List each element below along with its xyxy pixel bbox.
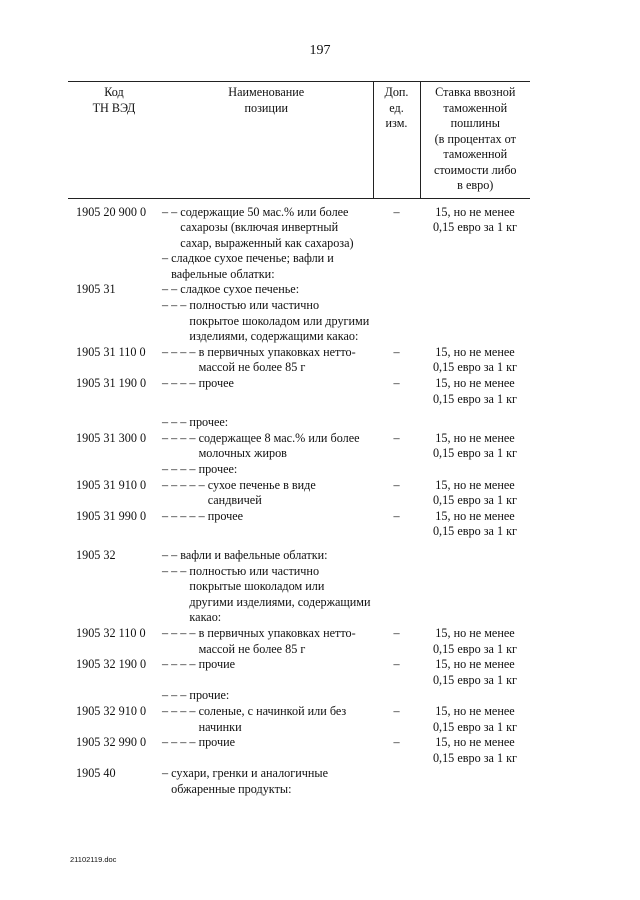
table-row	[68, 766, 530, 797]
cell-code	[68, 462, 160, 478]
indent-dashes: – –	[162, 282, 181, 297]
cell-rate: 15, но не менее 0,15 евро за 1 кг	[432, 657, 518, 687]
cell-rate	[420, 415, 530, 431]
position-name: соленые, с начинкой или без начинки	[198, 703, 347, 734]
table-row	[68, 509, 530, 540]
cell-unit	[373, 282, 420, 298]
table-row	[68, 345, 530, 376]
position-name: содержащее 8 мас.% или более молочных жиров	[198, 430, 360, 461]
cell-rate	[420, 564, 530, 626]
position-name: прочее:	[198, 462, 238, 476]
cell-code	[68, 564, 160, 626]
indent-dashes: – – – –	[162, 462, 199, 476]
cell-unit: –	[393, 508, 400, 523]
header-rate: Ставка ввозной таможенной пошлины (в процентах от таможенной стоимости либо в евро)	[420, 82, 530, 199]
cell-name	[160, 345, 373, 376]
cell-code: 1905 32 190 0	[76, 657, 147, 672]
cell-name	[160, 376, 373, 407]
cell-code: 1905 31 300 0	[76, 430, 147, 445]
cell-rate	[420, 462, 530, 478]
position-name: полностью или частично покрытое шоколадом или другими изделиями, содержащими какао:	[189, 298, 370, 344]
cell-name	[160, 704, 373, 735]
indent-dashes: – – – –	[162, 344, 199, 359]
spacer-cell	[68, 540, 530, 548]
cell-rate: 15, но не менее 0,15 евро за 1 кг	[432, 508, 518, 539]
position-name: прочее	[207, 508, 244, 523]
cell-code: 1905 31	[76, 282, 116, 297]
cell-rate: 15, но не менее 0,15 евро за 1 кг	[432, 703, 518, 734]
cell-rate: 15, но не менее 0,15 евро за 1 кг	[432, 344, 518, 375]
cell-rate: 15, но не менее 0,15 евро за 1 кг	[432, 376, 518, 406]
position-name: сладкое сухое печенье:	[180, 282, 300, 297]
cell-name	[160, 688, 373, 704]
indent-dashes: – – – – –	[162, 508, 208, 523]
cell-unit	[373, 688, 420, 704]
cell-name	[160, 282, 373, 298]
cell-name	[160, 415, 373, 431]
cell-unit	[373, 298, 420, 345]
cell-name	[160, 462, 373, 478]
cell-rate	[420, 298, 530, 345]
indent-dashes: – – – –	[162, 703, 199, 718]
cell-code	[68, 688, 160, 704]
indent-dashes: – – – –	[162, 625, 199, 640]
cell-name	[160, 626, 373, 657]
cell-unit: –	[393, 344, 400, 359]
cell-unit	[373, 766, 420, 797]
cell-code: 1905 20 900 0	[76, 204, 147, 219]
table-row	[68, 564, 530, 626]
cell-unit: –	[393, 430, 400, 445]
cell-code: 1905 32 990 0	[76, 735, 147, 750]
cell-name	[160, 735, 373, 766]
indent-dashes: – – –	[162, 563, 190, 578]
cell-rate	[420, 548, 530, 564]
cell-rate: 15, но не менее 0,15 евро за 1 кг	[432, 477, 518, 508]
page-number: 197	[309, 43, 331, 58]
cell-code: 1905 32	[76, 547, 116, 562]
cell-unit	[373, 564, 420, 626]
cell-code: 1905 31 990 0	[76, 508, 147, 523]
indent-dashes: –	[162, 766, 172, 781]
cell-name	[160, 198, 373, 251]
cell-code: 1905 32 110 0	[76, 625, 146, 640]
position-name: прочие	[198, 735, 236, 750]
row-spacer	[68, 407, 530, 415]
cell-unit: –	[393, 735, 400, 750]
indent-dashes: – – –	[162, 688, 190, 703]
position-name: сладкое сухое печенье; вафли и вафельные облатки:	[171, 251, 334, 281]
cell-code: 1905 31 110 0	[76, 344, 146, 359]
position-name: сухари, гренки и аналогичные обжаренные продукты:	[171, 766, 329, 796]
table-row	[68, 376, 530, 407]
cell-unit: –	[393, 625, 400, 640]
position-name: сухое печенье в виде сандвичей	[207, 477, 316, 508]
table-row	[68, 462, 530, 478]
indent-dashes: – – – –	[162, 657, 199, 672]
cell-code: 1905 40	[76, 766, 116, 781]
indent-dashes: – – – –	[162, 735, 199, 750]
cell-code	[68, 298, 160, 345]
cell-code: 1905 31 910 0	[76, 477, 147, 492]
cell-unit	[373, 415, 420, 431]
position-name: содержащие 50 мас.% или более сахарозы (включая инвертный сахар, выраженный как сахароза)	[180, 204, 354, 250]
table-row	[68, 251, 530, 282]
table-body	[68, 198, 530, 797]
table-row	[68, 282, 530, 298]
cell-rate	[420, 282, 530, 298]
table-row	[68, 688, 530, 704]
position-name: вафли и вафельные облатки:	[180, 547, 328, 562]
position-name: прочее	[198, 376, 234, 391]
cell-name	[160, 478, 373, 509]
position-name: прочее:	[189, 415, 229, 430]
position-name: в первичных упаковках нетто-массой не более 85 г	[198, 344, 356, 375]
indent-dashes: – –	[162, 547, 181, 562]
cell-rate	[420, 688, 530, 704]
cell-name	[160, 509, 373, 540]
table-row	[68, 415, 530, 431]
header-code: Код ТН ВЭД	[68, 82, 160, 199]
cell-unit	[373, 251, 420, 282]
table-row	[68, 657, 530, 688]
table-row	[68, 198, 530, 251]
indent-dashes: – – – –	[162, 430, 199, 445]
cell-unit: –	[393, 477, 400, 492]
table-row	[68, 704, 530, 735]
cell-name	[160, 251, 373, 282]
position-name: прочие:	[189, 688, 230, 703]
cell-code	[68, 251, 160, 282]
header-unit: Доп. ед. изм.	[373, 82, 420, 199]
cell-name	[160, 564, 373, 626]
table-row	[68, 626, 530, 657]
table-row	[68, 478, 530, 509]
cell-name	[160, 298, 373, 345]
row-spacer	[68, 540, 530, 548]
indent-dashes: – – –	[162, 415, 190, 430]
cell-unit	[373, 548, 420, 564]
document-id: 21102119.doc	[70, 855, 117, 864]
table-row	[68, 431, 530, 462]
cell-rate	[420, 251, 530, 282]
table-row	[68, 548, 530, 564]
header-name: Наименование позиции	[160, 82, 373, 199]
cell-unit: –	[393, 204, 400, 219]
position-name: прочие	[198, 657, 236, 672]
cell-unit: –	[393, 657, 400, 672]
table-row	[68, 735, 530, 766]
cell-code	[68, 415, 160, 431]
cell-rate: 15, но не менее 0,15 евро за 1 кг	[432, 625, 518, 656]
cell-unit: –	[393, 703, 400, 718]
table-header-row	[68, 82, 530, 199]
cell-name	[160, 431, 373, 462]
cell-unit: –	[393, 376, 400, 391]
cell-name	[160, 548, 373, 564]
indent-dashes: –	[162, 251, 172, 266]
indent-dashes: – – –	[162, 298, 190, 313]
position-name: в первичных упаковках нетто-массой не более 85 г	[198, 625, 356, 656]
spacer-cell	[68, 407, 530, 415]
cell-code: 1905 32 910 0	[76, 703, 147, 718]
tariff-table	[68, 81, 530, 797]
cell-rate: 15, но не менее 0,15 евро за 1 кг	[432, 204, 518, 235]
indent-dashes: – – – – –	[162, 477, 208, 492]
cell-unit	[373, 462, 420, 478]
indent-dashes: – – – –	[162, 376, 199, 391]
table-row	[68, 298, 530, 345]
cell-rate	[420, 766, 530, 797]
cell-name	[160, 657, 373, 688]
cell-name	[160, 766, 373, 797]
cell-code: 1905 31 190 0	[76, 376, 147, 391]
indent-dashes: – –	[162, 204, 181, 219]
position-name: полностью или частично покрытые шоколадом или другими изделиями, содержащими какао:	[189, 563, 371, 625]
cell-rate: 15, но не менее 0,15 евро за 1 кг	[432, 430, 518, 461]
cell-rate: 15, но не менее 0,15 евро за 1 кг	[432, 735, 518, 765]
